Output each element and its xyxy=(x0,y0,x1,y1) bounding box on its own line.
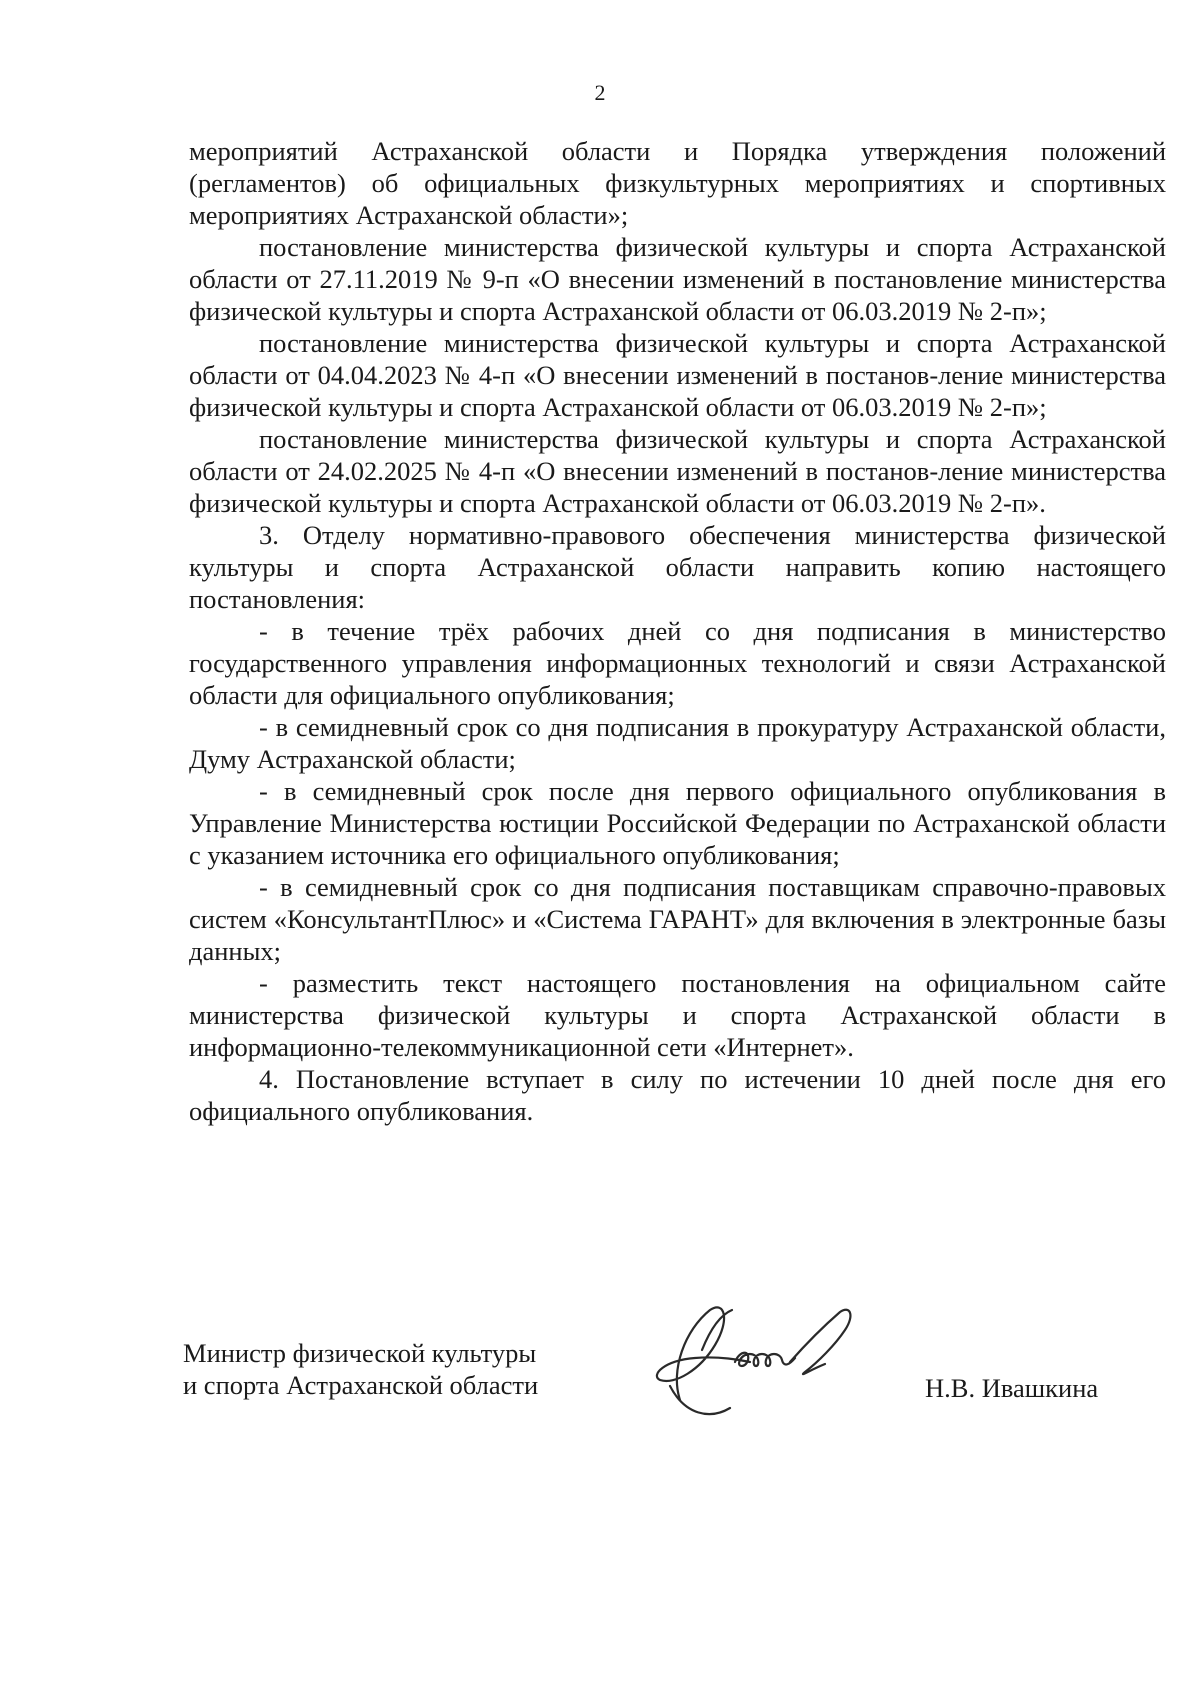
position-line: Министр физической культуры xyxy=(183,1338,537,1368)
signatory-position xyxy=(183,1337,538,1401)
paragraph: постановление министерства физической культуры и спорта Астраханской области от 04.04.2023 № 4-п «О внесении изменений в постанов-ление министерства физической культуры и спорта Астраханской области от 06.03.2019 № 2-п»; xyxy=(189,328,1166,422)
position-line: и спорта Астраханской области xyxy=(183,1370,539,1400)
paragraph: 4. Постановление вступает в силу по истечении 10 дней после дня его официального опубликования. xyxy=(189,1064,1166,1126)
paragraph: мероприятий Астраханской области и Порядка утверждения положений (регламентов) об официальных физкультурных мероприятиях и спортивных мероприятиях Астраханской области»; xyxy=(189,136,1166,230)
paragraph: постановление министерства физической культуры и спорта Астраханской области от 27.11.2019 № 9-п «О внесении изменений в постановление министерства физической культуры и спорта Астраханской области от 06.03.2019 № 2-п»; xyxy=(189,232,1166,326)
paragraph: 3. Отделу нормативно-правового обеспечения министерства физической культуры и спорта Астраханской области направить копию настоящего постановления: xyxy=(189,520,1166,614)
page-number: 2 xyxy=(594,80,606,105)
paragraph: - в течение трёх рабочих дней со дня подписания в министерство государственного управления информационных технологий и связи Астраханской области для официального опубликования; xyxy=(189,616,1166,710)
paragraph: - в семидневный срок со дня подписания поставщикам справочно-правовых систем «КонсультантПлюс» и «Система ГАРАНТ» для включения в электронные базы данных; xyxy=(189,872,1166,966)
signer-name: Н.В. Ивашкина xyxy=(925,1373,1099,1403)
paragraph: - в семидневный срок после дня первого официального опубликования в Управление Министерства юстиции Российской Федерации по Астраханской области с указанием источника его официального опубликования; xyxy=(189,776,1166,870)
paragraph: - в семидневный срок со дня подписания в прокуратуру Астраханской области, Думу Астраханской области; xyxy=(189,712,1166,774)
paragraph: постановление министерства физической культуры и спорта Астраханской области от 24.02.2025 № 4-п «О внесении изменений в постанов-ление министерства физической культуры и спорта Астраханской области от 06.03.2019 № 2-п». xyxy=(189,424,1166,518)
handwritten-signature xyxy=(640,1290,870,1430)
document-body xyxy=(189,135,1166,1127)
paragraph: - разместить текст настоящего постановления на официальном сайте министерства физической культуры и спорта Астраханской области в информационно-телекоммуникационной сети «Интернет». xyxy=(189,968,1166,1062)
